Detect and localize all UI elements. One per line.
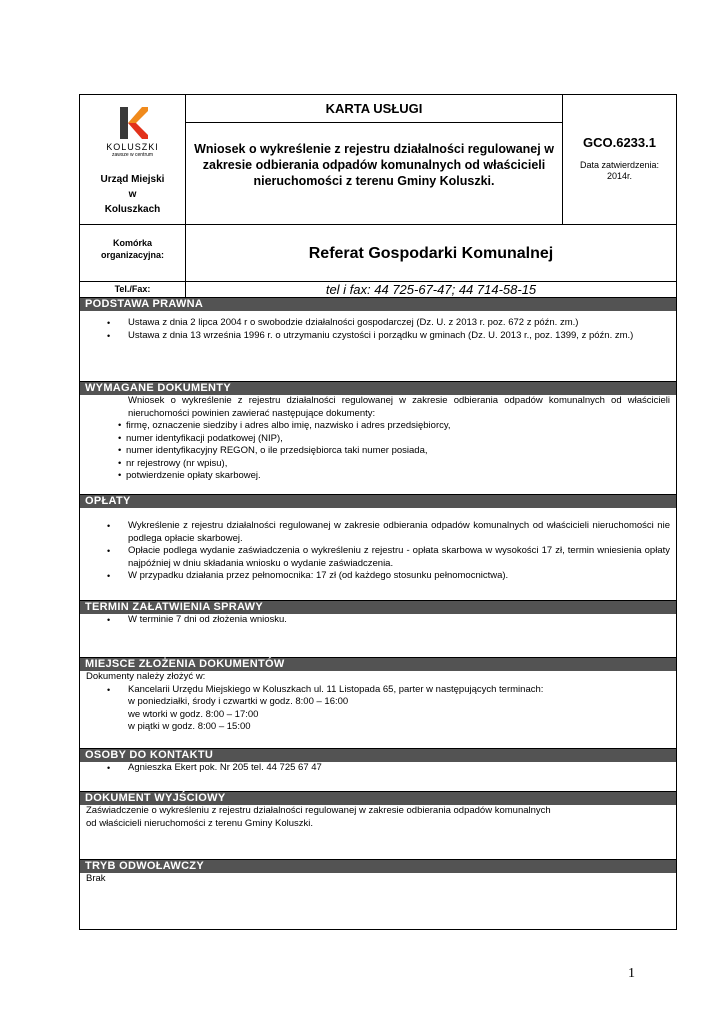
logo-tagline: zawsze w centrum: [111, 152, 154, 158]
unit-label: [80, 225, 185, 261]
place-intro: Dokumenty należy złożyć w:: [86, 671, 206, 682]
unit-value-cell: [186, 225, 676, 282]
section-appeal: [80, 859, 676, 929]
unit-label-line: Komórka: [112, 238, 152, 248]
section-title: WYMAGANE DOKUMENTY: [80, 382, 676, 395]
appeal-text: Brak: [86, 873, 106, 884]
section-fees: [80, 494, 676, 604]
fees-list: [80, 520, 676, 583]
tel-value-cell: [186, 282, 676, 297]
card-title: KARTA USŁUGI: [186, 100, 562, 123]
section-title: TERMIN ZAŁATWIENIA SPRAWY: [80, 601, 676, 614]
list-item: • Ustawa z dnia 2 lipca 2004 r o swobodzie działalności gospodarczej (Dz. U. z 2013 r. poz. 672 z późn. zm.): [80, 317, 670, 330]
tel-label: Tel./Fax:: [114, 284, 151, 294]
office-hours: [80, 696, 676, 734]
list-item-text: numer identyfikacyjny REGON, o ile przedsiębiorca taki numer posiada,: [126, 445, 428, 456]
unit-label-line: organizacyjna:: [100, 250, 165, 260]
tel-label-cell: [80, 282, 186, 297]
list-item-text: firmę, oznaczenie siedziby i adres albo imię, nazwisko i adres przedsiębiorcy,: [126, 420, 451, 431]
title-cell: [186, 95, 563, 225]
list-item: • potwierdzenie opłaty skarbowej.: [118, 470, 261, 481]
list-item: • W przypadku działania przez pełnomocnika: 17 zł (od każdego stosunku pełnomocnictwa).: [80, 570, 670, 583]
list-item: • Agnieszka Ekert pok. Nr 205 tel. 44 725 67 47: [80, 762, 676, 775]
service-card: [79, 94, 677, 930]
documents-intro: Wniosek o wykreślenie z rejestru działalności regulowanej w zakresie odbierania odpadów komunalnych od właścicieli nieruchomości powinien zawierać następujące dokumenty:: [128, 395, 670, 419]
list-item: • nr rejestrowy (nr wpisu),: [118, 457, 228, 469]
section-contact: [80, 748, 676, 791]
office-name: [80, 172, 185, 217]
approval-label: Data zatwierdzenia:: [579, 160, 660, 170]
section-title: MIEJSCE ZŁOŻENIA DOKUMENTÓW: [80, 658, 676, 671]
logo-cell: [80, 95, 186, 225]
section-title: DOKUMENT WYJŚCIOWY: [80, 792, 676, 805]
list-item: • numer identyfikacji podatkowej (NIP),: [118, 432, 283, 444]
hours-line: w piątki w godz. 8:00 – 15:00: [128, 721, 251, 732]
legal-list: [80, 317, 676, 342]
output-line: Zaświadczenie o wykreśleniu z rejestru działalności regulowanej w zakresie odbierania odpadów komunalnych: [86, 805, 551, 816]
section-deadline: [80, 600, 676, 657]
office-line: w: [128, 189, 137, 200]
section-title: TRYB ODWOŁAWCZY: [80, 860, 676, 873]
service-code: GCO.6233.1: [583, 135, 656, 150]
section-required-documents: [80, 381, 676, 494]
place-list: [80, 684, 676, 697]
unit-label-cell: [80, 225, 186, 282]
hours-line: we wtorki w godz. 8:00 – 17:00: [128, 708, 259, 720]
section-submission-place: [80, 657, 676, 750]
documents-list: [80, 420, 676, 483]
list-item: • numer identyfikacyjny REGON, o ile przedsiębiorca taki numer posiada,: [118, 445, 428, 456]
unit-value: Referat Gospodarki Komunalnej: [308, 245, 554, 262]
card-header: [80, 95, 676, 295]
logo-text: KOLUSZKI: [106, 142, 159, 152]
list-item: • W terminie 7 dni od złożenia wniosku.: [80, 614, 676, 627]
section-output-document: [80, 791, 676, 859]
list-item: • Kancelarii Urzędu Miejskiego w Koluszkach ul. 11 Listopada 65, parter w następujących terminach:: [80, 684, 676, 697]
koluszki-logo-icon: [118, 107, 148, 139]
section-legal-basis: [80, 297, 676, 383]
list-item: • firmę, oznaczenie siedziby i adres albo imię, nazwisko i adres przedsiębiorcy,: [118, 420, 451, 431]
list-item: • Ustawa z dnia 13 września 1996 r. o utrzymaniu czystości i porządku w gminach (Dz. U. 2013 r., poz. 1399, z późn. zm.): [80, 330, 670, 343]
section-title: PODSTAWA PRAWNA: [80, 298, 676, 311]
list-item-text: nr rejestrowy (nr wpisu),: [126, 457, 228, 469]
output-text: [80, 805, 676, 830]
list-item-text: numer identyfikacji podatkowej (NIP),: [126, 432, 283, 444]
hours-line: w poniedziałki, środy i czwartki w godz. 8:00 – 16:00: [128, 696, 349, 707]
section-title: OPŁATY: [80, 495, 676, 508]
deadline-list: [80, 614, 676, 627]
page-number: 1: [628, 966, 635, 981]
tel-value: tel i fax: 44 725-67-47; 44 714-58-15: [325, 282, 537, 297]
office-line: Koluszkach: [104, 204, 161, 215]
approval-date: [563, 160, 676, 182]
contact-list: [80, 762, 676, 775]
office-line: Urząd Miejski: [100, 174, 165, 185]
service-title: Wniosek o wykreślenie z rejestru działalności regulowanej w zakresie odbierania odpadów komunalnych od właścicieli nieruchomości z terenu Gminy Koluszki.: [194, 142, 554, 188]
output-line: od właścicieli nieruchomości z terenu Gminy Koluszki.: [86, 817, 314, 829]
list-item: • Opłacie podlega wydanie zaświadczenia o wykreśleniu z rejestru - opłata skarbowa w wysokości 17 zł, termin wniesienia opłaty najpóźniej w dniu składania wniosku o wydanie zaświadczenia.: [80, 545, 670, 570]
section-title: OSOBY DO KONTAKTU: [80, 749, 676, 762]
list-item: • Wykreślenie z rejestru działalności regulowanej w zakresie odbierania odpadów komunalnych od właścicieli nieruchomości nie podlega opłacie skarbowej.: [80, 520, 670, 545]
approval-value: 2014r.: [606, 171, 633, 181]
code-cell: [563, 95, 676, 225]
list-item-text: potwierdzenie opłaty skarbowej.: [126, 470, 261, 481]
